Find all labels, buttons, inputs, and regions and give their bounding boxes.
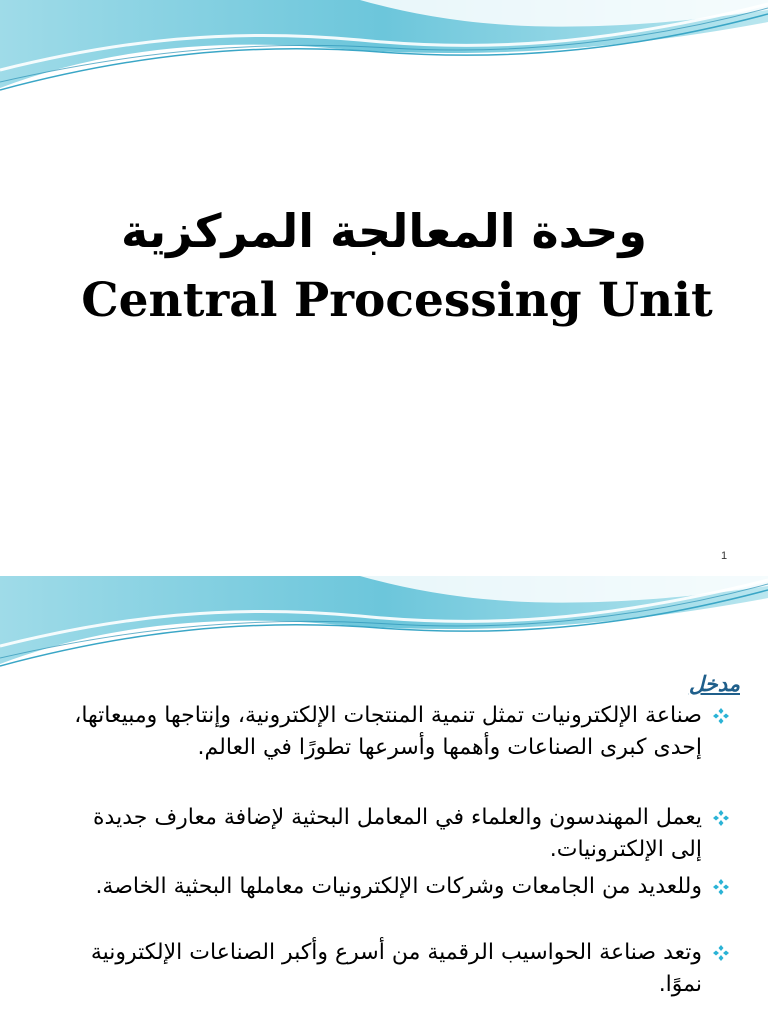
section-heading: مدخل [688,672,740,696]
title-english: Central Processing Unit [81,273,713,328]
slide-number: 1 [720,550,728,562]
wave-banner-decoration [0,0,768,95]
wave-banner-decoration [0,576,768,671]
bullet-text: صناعة الإلكترونيات تمثل تنمية المنتجات الإلكترونية، وإنتاجها ومبيعاتها، إحدى كبرى الصناعات وأهمها وأسرعها تطورًا في العالم. [74,703,702,760]
bullet-text: يعمل المهندسون والعلماء في المعامل البحثية لإضافة معارف جديدة إلى الإلكترونيات. [93,805,702,862]
four-diamond-bullet-icon [712,878,730,896]
bullet-text: وتعد صناعة الحواسيب الرقمية من أسرع وأكبر الصناعات الإلكترونية نموًا. [90,940,702,997]
four-diamond-bullet-icon [712,809,730,827]
list-item [60,802,768,866]
list-item [60,937,768,1001]
title-arabic: وحدة المعالجة المركزية [121,204,647,258]
list-item [60,871,768,903]
list-item [60,700,768,764]
bullet-list [60,700,768,1001]
four-diamond-bullet-icon [712,707,730,725]
bullet-text: وللعديد من الجامعات وشركات الإلكترونيات معاملها البحثية الخاصة. [95,874,702,899]
four-diamond-bullet-icon [712,944,730,962]
content-slide [0,576,768,1024]
